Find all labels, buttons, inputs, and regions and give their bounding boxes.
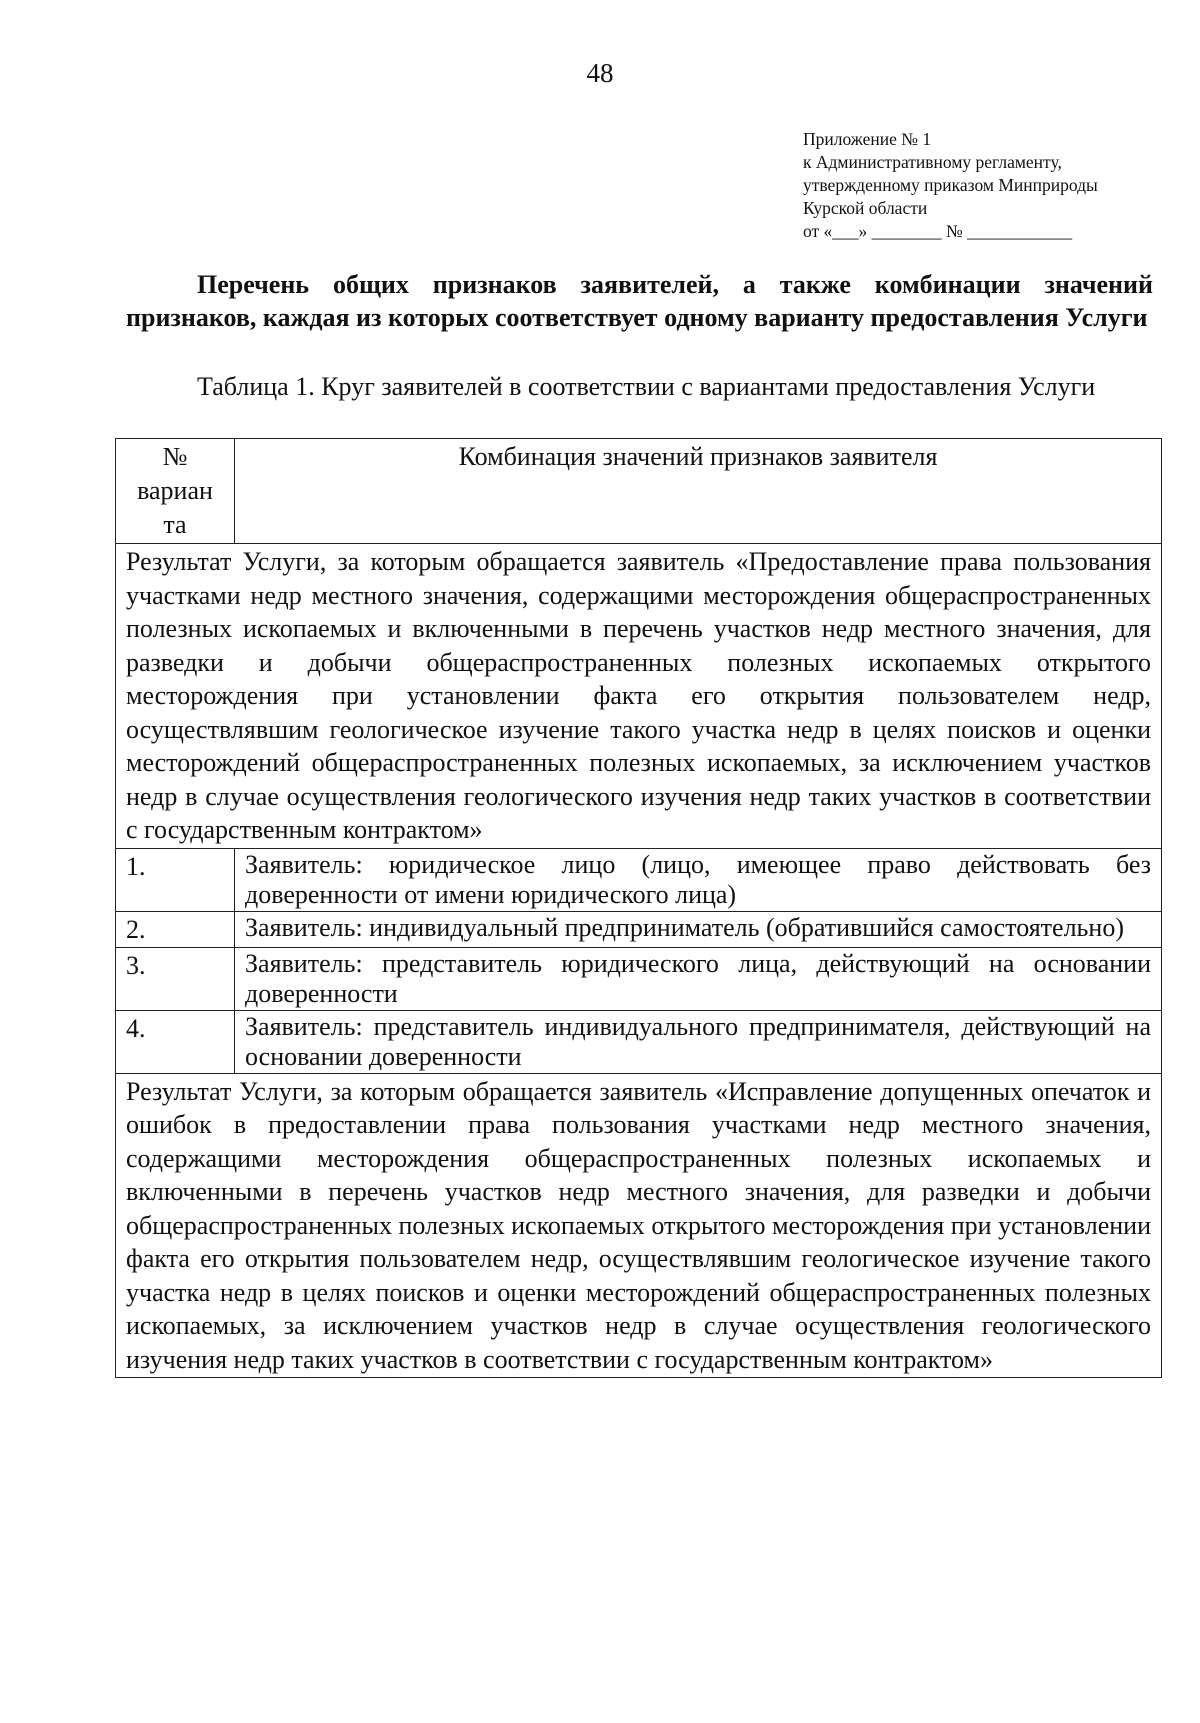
table-row	[116, 911, 1162, 947]
appendix-line: от «___» ________ № ____________	[803, 221, 1073, 241]
table-row	[116, 848, 1162, 911]
variant-combination: Заявитель: юридическое лицо (лицо, имеющее право действовать без доверенности от имени юридического лица)	[235, 848, 1162, 911]
variant-combination: Заявитель: представитель юридического лица, действующий на основании доверенности	[235, 947, 1162, 1010]
appendix-line: Приложение № 1	[803, 129, 932, 149]
appendix-line: утвержденному приказом Минприроды	[803, 175, 1098, 195]
variant-combination: Заявитель: представитель индивидуального предпринимателя, действующий на основании доверенности	[235, 1010, 1162, 1073]
appendix-line: к Административному регламенту,	[803, 152, 1062, 172]
result-cell-2: Результат Услуги, за которым обращается заявитель «Исправление допущенных опечаток и ошибок в предоставлении права пользования участками недр местного значения, содержащими месторождения общераспространенных полезных ископаемых и включенными в перечень участков недр местного значения, для разведки и добычи общераспространенных полезных ископаемых открытого месторождения при установлении факта его открытия пользователем недр, осуществлявшим геологическое изучение такого участка недр в целях поисков и оценки месторождений общераспространенных полезных ископаемых, за исключением участков недр в случае осуществления геологического изучения недр таких участков в соответствии с государственным контрактом»	[116, 1073, 1162, 1378]
variant-combination: Заявитель: индивидуальный предприниматель (обратившийся самостоятельно)	[235, 911, 1162, 947]
result-row	[116, 1073, 1162, 1378]
result-row	[116, 544, 1162, 849]
table-row	[116, 947, 1162, 1010]
variant-number: 3.	[116, 947, 235, 1010]
variant-number: 4.	[116, 1010, 235, 1073]
header-combination: Комбинация значений признаков заявителя	[235, 439, 1162, 544]
variant-number: 2.	[116, 911, 235, 947]
document-title: Перечень общих признаков заявителей, а также комбинации значений признаков, каждая из которых соответствует одному варианту предоставления Услуги	[126, 270, 1153, 332]
variant-number: 1.	[116, 848, 235, 911]
appendix-block	[803, 128, 1163, 243]
header-variant-number: № вариан та	[116, 439, 235, 544]
table-caption: Таблица 1. Круг заявителей в соответствии с вариантами предоставления Услуги	[197, 372, 1096, 401]
applicants-table	[115, 438, 1162, 1378]
result-cell-1: Результат Услуги, за которым обращается заявитель «Предоставление права пользования участками недр местного значения, содержащими месторождения общераспространенных полезных ископаемых и включенными в перечень участков недр местного значения, для разведки и добычи общераспространенных полезных ископаемых открытого месторождения при установлении факта его открытия пользователем недр, осуществлявшим геологическое изучение такого участка недр в целях поисков и оценки месторождений общераспространенных полезных ископаемых, за исключением участков недр в случае осуществления геологического изучения недр таких участков в соответствии с государственным контрактом»	[116, 544, 1162, 849]
appendix-line: Курской области	[803, 198, 928, 218]
table-header-row	[116, 439, 1162, 544]
page-number: 48	[586, 58, 614, 88]
table-row	[116, 1010, 1162, 1073]
